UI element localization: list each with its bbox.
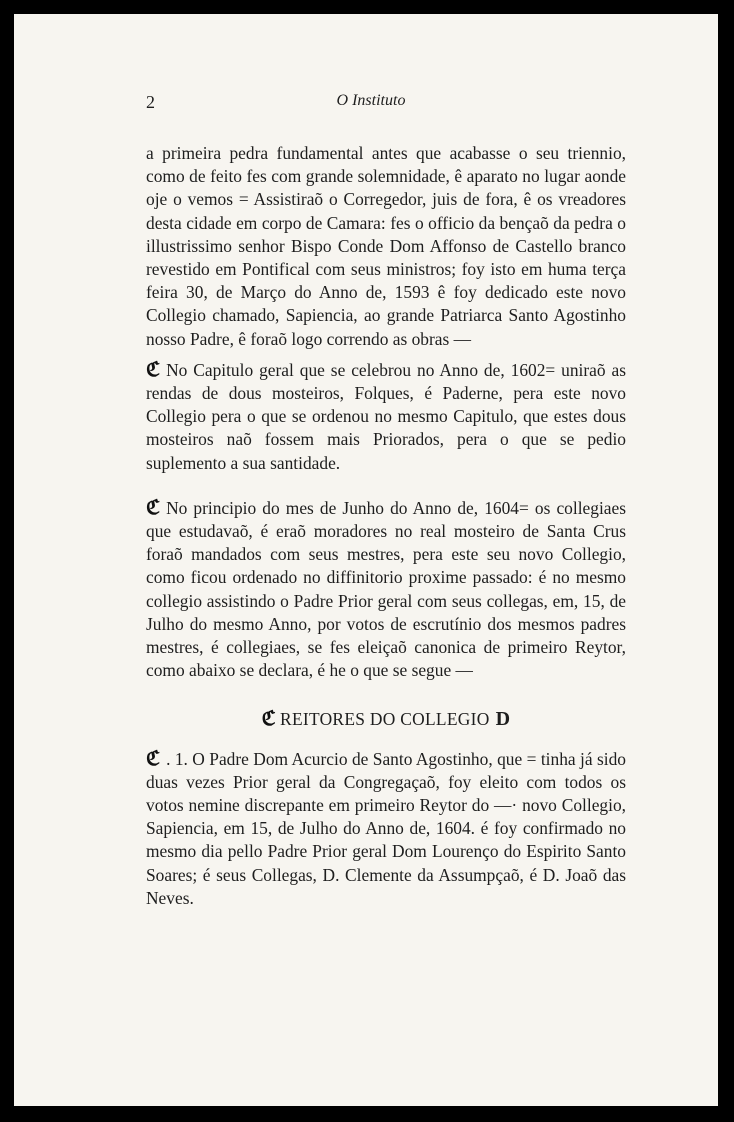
heading-closing-mark: D xyxy=(495,708,511,731)
paragraph-mark-icon: ℭ xyxy=(146,747,161,770)
page-number: 2 xyxy=(146,92,155,112)
page-body xyxy=(146,142,626,910)
paragraph-3 xyxy=(146,497,626,683)
entry-1-text: . 1. O Padre Dom Acurcio de Santo Agostinho, que = tinha já sido duas vezes Prior geral da Congregaçaõ, foy eleito com todos os votos nemine discrepante em primeiro Reytor do —· novo Collegio, Sapiencia, em 15, de Julho do Anno de, 1604. é foy confirmado no mesmo dia pello Padre Prior geral Dom Lourenço do Espirito Santo Soares; é seus Collegas, D. Clemente da Assumpçaõ, é D. Joaõ das Neves. xyxy=(146,748,626,908)
paragraph-mark-icon: ℭ xyxy=(146,496,161,519)
paragraph-mark-icon: ℭ xyxy=(146,358,161,381)
paragraph-3-text: No principio do mes de Junho do Anno de, 1604= os collegiaes que estudavaõ, é eraõ moradores no real mosteiro de Santa Crus foraõ mandados com seus mestres, pera este seu novo Collegio, como ficou ordenado no diffinitorio proxime passado: é no mesmo collegio assistindo o Padre Prior geral com seus collegas, em, 15, de Julho do mesmo Anno, por votos de escrutínio dos mesmos padres mestres, é collegiaes, se fes eleiçaõ canonica de primeiro Reytor, como abaixo se declara, é he o que se segue — xyxy=(146,497,626,681)
document-page xyxy=(14,14,718,1106)
section-heading xyxy=(146,708,626,731)
entry-1 xyxy=(146,748,626,910)
section-heading-text: REITORES DO COLLEGIO xyxy=(280,709,490,730)
paragraph-2 xyxy=(146,359,626,475)
heading-mark-icon: ℭ xyxy=(261,708,277,731)
paragraph-2-text: No Capitulo geral que se celebrou no Anno de, 1602= uniraõ as rendas de dous mosteiros, Folques, é Paderne, pera este novo Collegio pera o que se ordenou no mesmo Capitulo, que estes dous mosteiros naõ fossem mais Priorados, pera o que se pedio suplemento a sua santidade. xyxy=(146,359,626,473)
paragraph-1 xyxy=(146,142,626,351)
page-header xyxy=(146,92,596,116)
paragraph-1-text: a primeira pedra fundamental antes que acabasse o seu triennio, como de feito fes com grande solemnidade, ê aparato no lugar aonde oje o vemos = Assistiraõ o Corregedor, juis de fora, ê os vreadores desta cidade em corpo de Camara: fes o officio da bençaõ da pedra o illustrissimo senhor Bispo Conde Dom Affonso de Castello branco revestido em Pontifical com seus ministros; foy isto em huma terça feira 30, de Março do Anno de, 1593 ê foy dedicado este novo Collegio chamado, Sapiencia, ao grande Patriarca Santo Agostinho nosso Padre, ê foraõ logo correndo as obras — xyxy=(146,143,626,349)
running-title: O Instituto xyxy=(336,92,406,109)
